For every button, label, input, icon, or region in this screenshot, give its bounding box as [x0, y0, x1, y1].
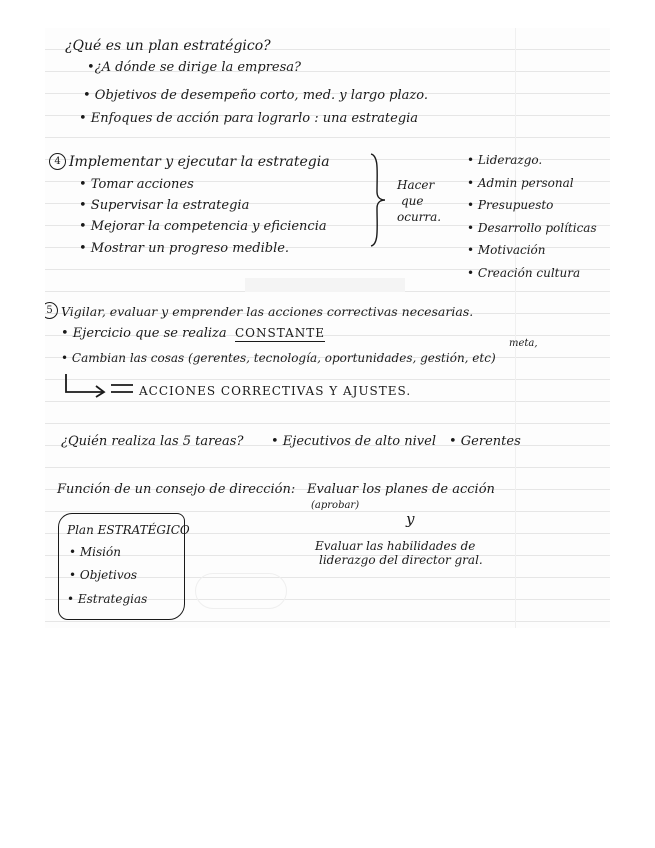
step-number-5: 5 — [45, 302, 58, 319]
brace-label: ocurra. — [397, 210, 442, 224]
plan-box-item: • Misión — [69, 545, 121, 559]
brace-label: que — [401, 194, 424, 208]
step4-right-item: • Creación cultura — [467, 266, 581, 280]
curly-brace — [367, 152, 387, 248]
notebook-page — [45, 28, 610, 628]
plan-question: ¿Qué es un plan estratégico? — [65, 38, 271, 54]
step4-right-item: • Presupuesto — [467, 198, 554, 212]
step4-right-item: • Admin personal — [467, 176, 574, 190]
arrow-icon — [63, 372, 135, 398]
step4-item: • Mejorar la competencia y eficiencia — [79, 219, 327, 234]
step4-right-item: • Motivación — [467, 243, 546, 257]
brace-label: Hacer — [397, 178, 435, 192]
plan-box-item: • Estrategias — [67, 592, 148, 606]
step5-item: • Cambian las cosas (gerentes, tecnología, oportunidades, gestión, etc) — [61, 351, 496, 365]
constante-emphasis: CONSTANTE — [235, 326, 326, 340]
step4-right-item: • Liderazgo. — [467, 153, 543, 167]
step4-item: • Tomar acciones — [79, 177, 194, 192]
plan-box-title: Plan ESTRATÉGICO — [67, 523, 190, 537]
board-task-note: (aprobar) — [311, 500, 360, 511]
board-task: liderazgo del director gral. — [319, 553, 483, 567]
who-question: ¿Quién realiza las 5 tareas? — [61, 434, 244, 449]
board-task: Evaluar los planes de acción — [307, 482, 495, 497]
strategic-plan-box — [58, 513, 190, 620]
who-answer: • Gerentes — [449, 434, 521, 449]
step-number-4: 4 — [49, 153, 66, 170]
plan-item: • Objetivos de desempeño corto, med. y largo plazo. — [83, 88, 428, 103]
board-title: Función de un consejo de dirección: — [57, 482, 296, 497]
step5-item: • Ejercicio que se realiza — [61, 326, 227, 341]
plan-box-item: • Objetivos — [69, 568, 138, 582]
step5-result: ACCIONES CORRECTIVAS Y AJUSTES. — [139, 384, 412, 398]
step5-superscript: meta, — [509, 338, 538, 349]
bleed-through-texture — [245, 278, 405, 292]
step4-item: • Mostrar un progreso medible. — [79, 241, 290, 256]
step4-right-item: • Desarrollo políticas — [467, 221, 597, 235]
step5-title: Vigilar, evaluar y emprender las acciones correctivas necesarias. — [61, 304, 474, 319]
who-answer: • Ejecutivos de alto nivel — [271, 434, 436, 449]
board-task: Evaluar las habilidades de — [315, 539, 476, 553]
margin-line — [515, 28, 516, 628]
plan-item: • Enfoques de acción para lograrlo : una estrategia — [79, 111, 419, 126]
board-connector: y — [406, 510, 415, 528]
step4-title: Implementar y ejecutar la estrategia — [69, 154, 330, 170]
step4-item: • Supervisar la estrategia — [79, 198, 250, 213]
bleed-through-texture — [195, 573, 287, 609]
plan-item: •¿A dónde se dirige la empresa? — [87, 60, 302, 75]
